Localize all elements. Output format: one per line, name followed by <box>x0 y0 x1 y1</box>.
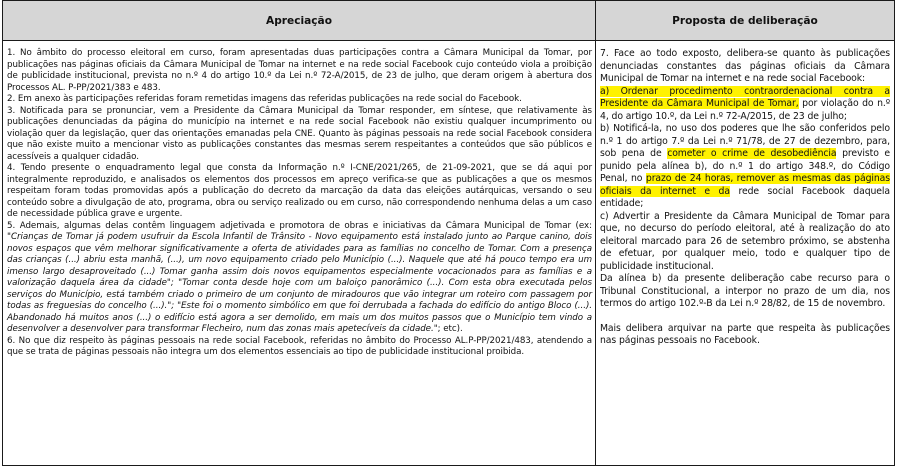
paragraph-1: 1. No âmbito do processo eleitoral em curso, foram apresentadas duas participações contra a Câmara Municipal da Tomar, por publicações nas páginas oficiais da Câmara Municipal de Tomar na internet e na rede social Facebook cujo conteúdo viola a proibição de publicidade institucional, prevista no n.º 4 do artigo 10.º da Lei n.º 72-A/2015, de 23 de julho, que deram origem à abertura dos Processos AL. P-PP/2021/383 e 483. <box>7 48 592 93</box>
item-c: c) Advertir a Presidente da Câmara Municipal de Tomar para que, no decurso do período eleitoral, até à realização do ato eleitoral marcado para 26 de setembro próximo, se abstenha de efetuar, por qualquer meio, todo e qualquer tipo de publicidade institucional. <box>600 210 890 272</box>
paragraph-7: 7. Face ao todo exposto, delibera-se quanto às publicações denunciadas constantes das páginas oficiais da Câmara Municipal de Tomar na internet e na rede social Facebook: <box>600 48 890 84</box>
spacer <box>600 311 890 323</box>
paragraph-5-intro: 5. Ademais, algumas delas contêm linguagem adjetivada e promotora de obras e iniciativas da Câmara Municipal de Tomar (ex: <box>7 220 592 231</box>
paragraph-5 <box>7 221 592 336</box>
paragraph-5-quotes: "Crianças de Tomar já podem usufruir da Escola Infantil de Trânsito - Novo equipamento está instalado junto ao Parque canino, dois novos espaços que vêm melhorar significativamente a oferta de atividades para as famílias no concelho de Tomar. Com a presença das crianças (...) abriu esta manhã, (...), um novo equipamento criado pelo Município (...). Naquele que até há pouco tempo era um imenso largo desaproveitado (...) Tomar ganha assim dois novos equipamentos especialmente vocacionados para as famílias e a valorização daquela área da cidade"; "Tomar conta desde hoje com um baloiço panorâmico (...). Com esta obra executada pelos serviços do Município, está também criado o primeiro de um conjunto de miradouros que vão integrar um roteiro com passagem por todas as freguesias do concelho (...)."; "Este foi o momento simbólico em que foi derrubada a fachada do edifício do antigo Bloco (...). Abandonado há muitos anos (...) o edifício está agora a ser demolido, em mais um dos muitos passos que o Município tem vindo a desenvolver a desenvolver para transformar Flecheiro, num das zonas mais apetecíveis da cidade." <box>7 232 592 334</box>
item-a <box>600 86 890 124</box>
paragraph-3: 3. Notificada para se pronunciar, vem a Presidente da Câmara Municipal da Tomar responder, em síntese, que relativamente às publicações denunciadas da página do município na internet e na rede social Facebook não existiu qualquer incumprimento ou violação quer da legislação, quer das orientações emanadas pela CNE. Quanto às páginas pessoais na rede social Facebook considera que não existe muito a mencionar visto as publicações constantes das mesmas serem respeitantes a conteúdos que são públicos e acessíveis a qualquer cidadão. <box>7 105 592 162</box>
paragraph-4: 4. Tendo presente o enquadramento legal que consta da Informação n.º I-CNE/2021/265, de 21-09-2021, que se dá aqui por integralmente reproduzido, e analisados os elementos dos processos em apreço verifica-se que as publicações a que os mesmos respeitam foram todas promovidas após a publicação do decreto da marcação da data das eleições autárquicas, versando o seu conteúdo sobre a divulgação de ato, programa, obra ou serviço realizado ou em curso, não correspondendo nenhuma delas a um caso de necessidade pública grave e urgente. <box>7 163 592 219</box>
paragraph-2: 2. Em anexo às participações referidas foram remetidas imagens das referidas publicações na rede social do Facebook. <box>7 94 522 104</box>
item-b-highlight-crime: cometer o crime de desobediência <box>667 148 837 159</box>
header-proposta: Proposta de deliberação <box>596 1 894 41</box>
item-b-part-3: rede social Facebook daquela entidade; <box>600 185 891 209</box>
item-a-highlight: a) Ordenar procedimento contraordenacional contra a Presidente da Câmara Municipal de Tomar, <box>600 85 890 109</box>
recurso-paragraph: Da alínea b) da presente deliberação cabe recurso para o Tribunal Constitucional, a interpor no prazo de um dia, nos termos do artigo 102.º-B da Lei n.º 28/82, de 15 de novembro. <box>600 273 890 309</box>
item-b-highlight-prazo: prazo de 24 horas, remover as mesmas das páginas oficiais da internet e da <box>600 173 890 197</box>
item-b-part-2: previsto e punido pela alínea b), do n.º 1 do artigo 348.º, do Código Penal, no <box>600 148 891 184</box>
item-a-rest: por violação do n.º 4, do artigo 10.º, da Lei n.º 72-A/2015, de 23 de julho; <box>600 98 890 122</box>
item-b-part-1: b) Notificá-la, no uso dos poderes que lhe são conferidos pelo n.º 1 do artigo 7.º da Lei n.º 71/78, de 27 de dezembro, para, sob pena de <box>600 123 890 159</box>
item-b <box>600 123 890 211</box>
paragraph-5-end: ; etc). <box>437 324 463 334</box>
header-apreciacao: Apreciação <box>3 1 596 41</box>
deliberation-table <box>2 0 895 466</box>
apreciacao-column <box>3 41 596 465</box>
paragraph-6: 6. No que diz respeito às páginas pessoais na rede social Facebook, referidas no âmbito do Processo AL.P-PP/2021/483, atendendo a que se trata de páginas pessoais não integra um dos elementos essenciais ao tipo de publicidade institucional proibida. <box>7 335 592 357</box>
proposta-column <box>596 41 894 465</box>
arquivar-paragraph: Mais delibera arquivar na parte que respeita às publicações nas páginas pessoais no Facebook. <box>600 322 890 346</box>
